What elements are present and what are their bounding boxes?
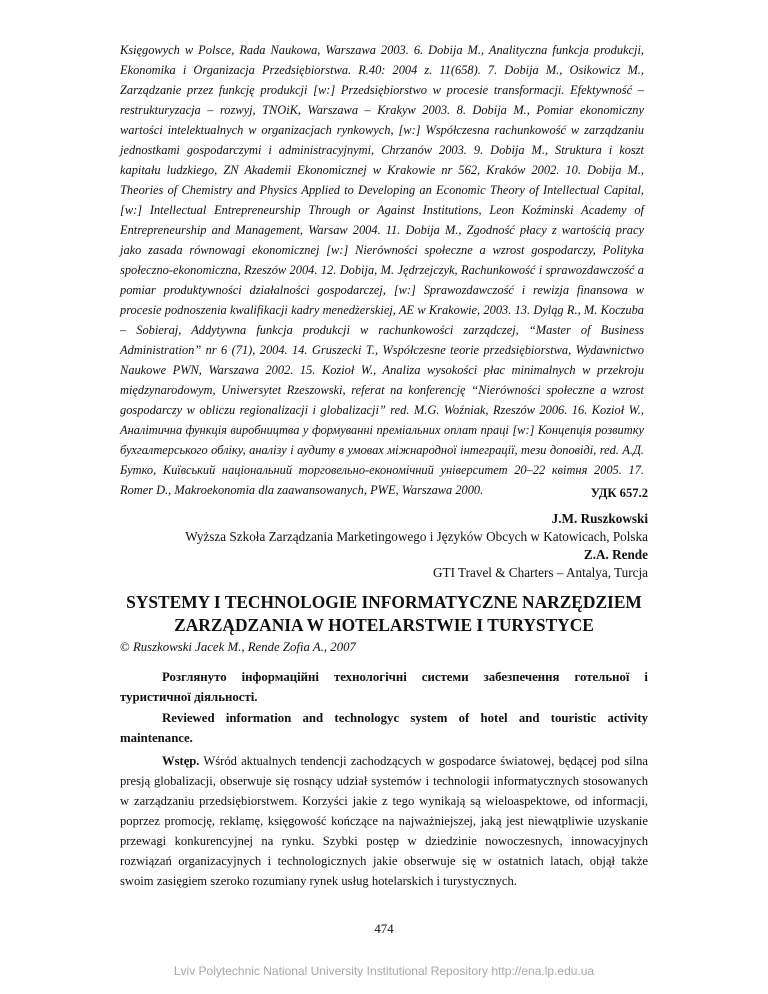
- intro-text: Wśród aktualnych tendencji zachodzących w gospodarce światowej, będącej pod silna presją globalizacji, obserwuje się rosnący udział systemów i technologii informatycznych stosowanych w zarządzaniu przedsiębiorstwem. Korzyści jakie z tego wynikają są wieloaspektowe, od informacji, poprzez promocję, reklamę, księgowość kończące na najważniejszej, jaką jest niewątpliwie uzyskanie przewagi konkurencyjnej na rynku. Szybki postęp w dziedzinie nowoczesnych, innowacyjnych rozwiązań organizacyjnych i technologicznych jakie obserwuje się w ostatnich latach, objął także swoim zasięgiem szeroko rozumiany rynek usług hotelarskich i turystycznych.: [120, 754, 648, 888]
- author-name-1: J.M. Ruszkowski: [551, 511, 648, 526]
- author-name-2: Z.A. Rende: [583, 547, 648, 562]
- author-block: [108, 510, 648, 582]
- udk-code: УДК 657.2: [590, 486, 648, 500]
- intro-label: Wstęp.: [162, 754, 200, 768]
- author-affiliation-1: Wyższa Szkoła Zarządzania Marketingowego i Języków Obcych w Katowicach, Polska: [185, 529, 648, 544]
- article-title: [120, 591, 648, 637]
- copyright-icon: ©: [120, 640, 130, 654]
- copyright-text: Ruszkowski Jacek M., Rende Zofia A., 2007: [132, 640, 356, 654]
- abstract-ukrainian: Розглянуто інформаційні технологічні системи забезпечення готельної і туристичної діяльності.: [120, 670, 648, 704]
- title-line-1: SYSTEMY I TECHNOLOGIE INFORMATYCZNE NARZĘDZIEM: [126, 592, 642, 612]
- references-list: Księgowych w Polsce, Rada Naukowa, Warszawa 2003. 6. Dobija M., Analityczna funkcja produkcji, Ekonomika i Organizacja Przedsiębiorstwa. R.40: 2004 z. 11(658). 7. Dobija M., Osikowicz M., Zarządzanie przez funkcję produkcji [w:] Przedsiębiorstwo w procesie transformacji. Efektywność – restrukturyzacja – rozwyj, TNOiK, Warszawa – Krakyw 2003. 8. Dobija M., Pomiar ekonomiczny wartości intelektualnych w organizacjach rynkowych, [w:] Współczesna rachunkowość w zarządzaniu jednostkami gospodarczymi i administracyjnymi, Chrzanów 2003. 9. Dobija M., Struktura i koszt kapitału ludzkiego, ZN Akademii Ekonomicznej w Krakowie nr 562, Kraków 2002. 10. Dobija M., Theories of Chemistry and Physics Applied to Developing an Economic Theory of Intellectual Capital, [w:] Intellectual Entrepreneurship Through or Against Institutions, Leon Koźminski Academy of Entrepreneurship and Management, Warsaw 2004. 11. Dobija M., Zgodność płacy z wartością pracy jako zasada równowagi ekonomicznej [w:] Nierówności społeczne a wzrost gospodarczy, Polityka społeczno-ekonomiczna, Rzeszów 2004. 12. Dobija, M. Jędrzejczyk, Rachunkowość i sprawozdawczość a pomiar produktywności działalności gospodarczej, [w:] Sprawozdawczość i rewizja finansowa w procesie podnoszenia kwalifikacji kadry menedżerskiej, AE w Krakowie, 2003. 13. Dyląg R., M. Koczuba – Sobieraj, Addytywna funkcja produkcji w rachunkowości zarządczej, “Master of Business Administration” nr 6 (71), 2004. 14. Gruszecki T., Współczesne teorie przedsiębiorstwa, Wydawnictwo Naukowe PWN, Warszawa 2002. 15. Kozioł W., Analiza wysokości płac minimalnych w przekroju międzynarodowym, Uniwersytet Rzeszowski, referat na konferencję “Nierówności społeczne a wzrost gospodarczy w obliczu regionalizacji i globalizacji” red. M.G. Woźniak, Rzeszów 2006. 16. Kozioł W., Аналітична функція виробництва у формуванні преміальних оплат праці [w:] Концепція розвитку бухгалтерського обліку, аналізу і аудиту в умовах міжнародної інтеграції, тези доповіді, red. А.Д. Бутко, Київський національний торговельно-економічний університет 20–22 квітня 2005. 17. Romer D., Makroekonomia dla zaawansowanych, PWE, Warszawa 2000.: [120, 43, 644, 497]
- copyright-line: [120, 640, 356, 655]
- title-line-2: ZARZĄDZANIA W HOTELARSTWIE I TURYSTYCE: [174, 615, 594, 635]
- abstract-english: Reviewed information and technologyc system of hotel and touristic activity maintenance.: [120, 711, 648, 745]
- page-number: 474: [374, 922, 394, 936]
- author-affiliation-2: GTI Travel & Charters – Antalya, Turcja: [432, 565, 648, 580]
- repository-footer: Lviv Polytechnic National University Institutional Repository http://ena.lp.edu.ua: [173, 964, 595, 978]
- introduction-paragraph: [120, 751, 648, 891]
